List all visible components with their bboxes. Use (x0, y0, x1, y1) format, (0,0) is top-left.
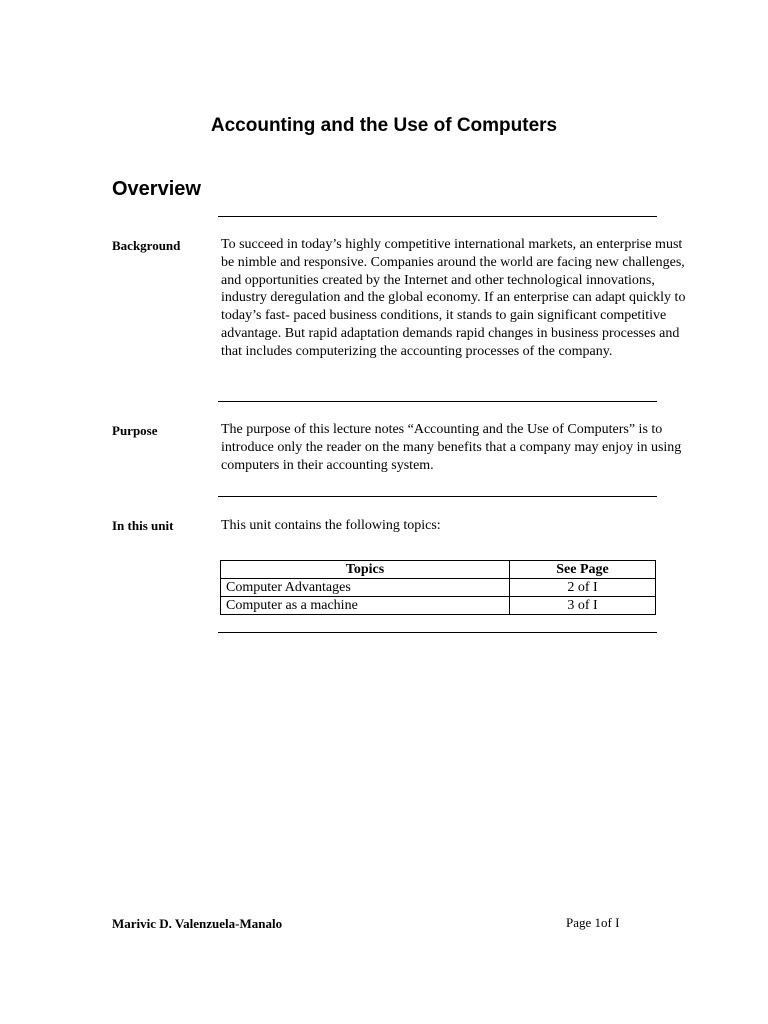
divider-rule (218, 632, 657, 633)
table-header-row (221, 561, 656, 579)
page-cell: 2 of I (510, 579, 656, 597)
table-row (221, 579, 656, 597)
divider-rule (218, 496, 657, 497)
topics-column-header: Topics (221, 561, 510, 579)
footer-author: Marivic D. Valenzuela-Manalo (112, 916, 283, 931)
background-label: Background (112, 238, 181, 253)
divider-rule (218, 401, 657, 402)
document-title: Accounting and the Use of Computers (210, 115, 558, 136)
topic-cell: Computer Advantages (221, 579, 510, 597)
see-page-column-header: See Page (510, 561, 656, 579)
topics-table (220, 560, 656, 615)
section-heading-overview: Overview (112, 178, 201, 200)
purpose-label: Purpose (112, 423, 158, 438)
footer-page-number: Page 1of I (566, 915, 620, 930)
in-this-unit-label: In this unit (112, 518, 174, 533)
in-this-unit-text: This unit contains the following topics: (221, 518, 441, 533)
background-text: To succeed in today’s highly competitive international markets, an enterprise must be nimble and responsive. Companies around the world are facing new challenges, and opportunities created by the Internet and other technological innovations, industry deregulation and the global economy. If an enterprise can adapt quickly to today’s fast- paced business conditions, it stands to gain significant competitive advantage. But rapid adaptation demands rapid changes in business processes and that includes computerizing the accounting processes of the company. (221, 237, 686, 359)
divider-rule (218, 216, 657, 217)
page-cell: 3 of I (510, 597, 656, 615)
purpose-text: The purpose of this lecture notes “Accounting and the Use of Computers” is to introduce only the reader on the many benefits that a company may enjoy in using computers in their accounting system. (221, 422, 682, 473)
topic-cell: Computer as a machine (221, 597, 510, 615)
table-row (221, 597, 656, 615)
